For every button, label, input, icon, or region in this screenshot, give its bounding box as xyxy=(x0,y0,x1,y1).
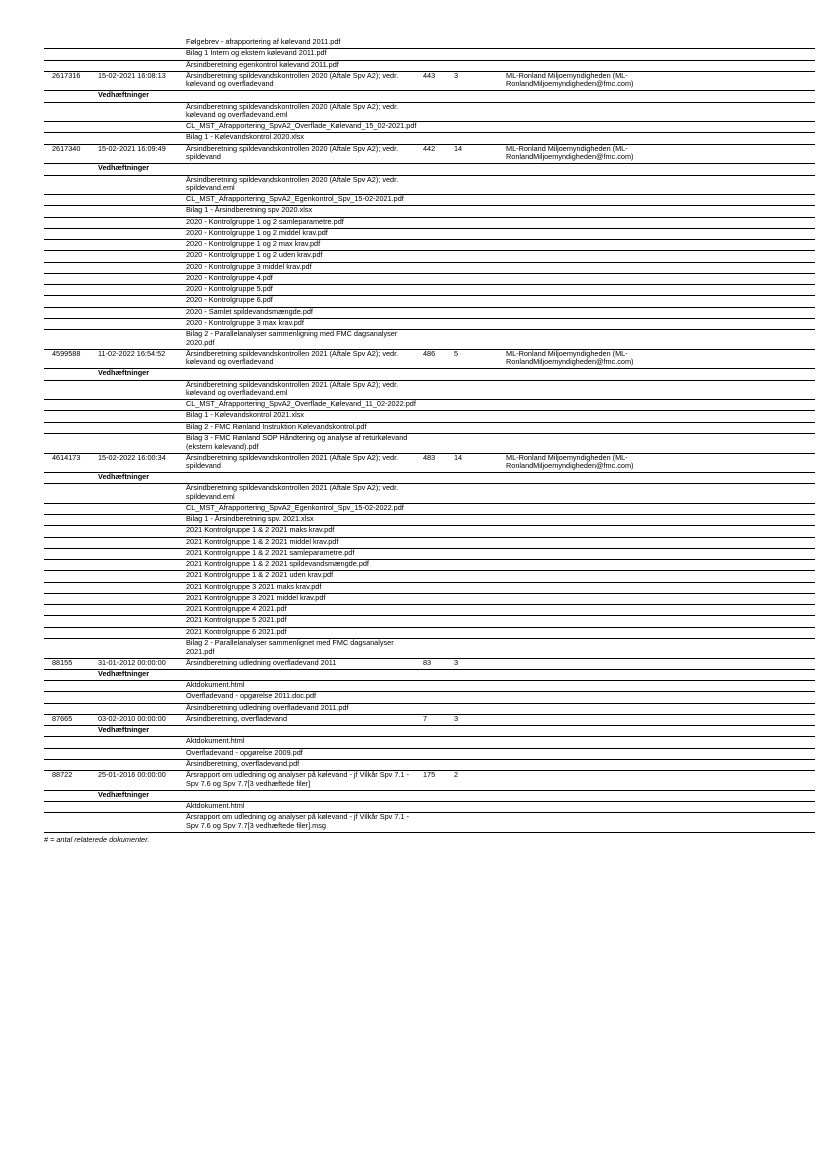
attachment-filename: 2020 - Kontrolgruppe 1 og 2 samleparametre.pdf xyxy=(186,216,344,226)
attachment-filename: 2021 Kontrolgruppe 5 2021.pdf xyxy=(186,615,287,625)
related-count: 14 xyxy=(454,143,463,153)
attachment-filename: 2021 Kontrolgruppe 3 2021 maks krav.pdf xyxy=(186,581,322,591)
record-party: ML-Ronland Miljoemyndigheden (ML-RonlandMiljoemyndigheden@fmc.com) xyxy=(506,143,634,162)
attachment-filename: 2020 - Kontrolgruppe 5.pdf xyxy=(186,284,273,294)
attachment-row xyxy=(44,330,815,350)
record-date: 15-02-2022 16:00:34 xyxy=(98,452,166,462)
record-party: ML-Ronland Miljoemyndigheden (ML-RonlandMiljoemyndigheden@fmc.com) xyxy=(506,70,634,89)
record-title: Årsrapport om udledning og analyser på kølevand - jf Vilkår Spv 7.1 - Spv 7.6 og Spv 7.7[3 vedhæftede filer] xyxy=(186,770,409,788)
attachment-row xyxy=(44,229,815,240)
attachment-filename: Bilag 1 - Kølevandskontrol 2020.xlsx xyxy=(186,132,305,142)
attachment-row xyxy=(44,195,815,206)
attachment-row xyxy=(44,628,815,639)
record-row xyxy=(44,771,815,791)
attachment-filename: CL_MST_Afrapportering_SpvA2_Overflade_Kølevand_15_02-2021.pdf xyxy=(186,121,417,131)
record-title: Årsindberetning spildevandskontrollen 2021 (Aftale Spv A2); vedr. spildevand xyxy=(186,452,399,471)
attachment-filename: 2021 Kontrolgruppe 1 & 2 2021 maks krav.pdf xyxy=(186,525,335,535)
attachment-filename: 2021 Kontrolgruppe 1 & 2 2021 middel krav.pdf xyxy=(186,536,339,546)
record-number: 175 xyxy=(423,770,436,780)
attachment-filename: Aktdokument.html xyxy=(186,800,245,810)
attachment-row xyxy=(44,122,815,133)
record-id: 88722 xyxy=(52,770,73,780)
attachment-row xyxy=(44,681,815,692)
record-title: Årsindberetning, overfladevand xyxy=(186,713,288,723)
record-date: 11-02-2022 16:54:52 xyxy=(98,348,166,358)
attachment-filename: Aktdokument.html xyxy=(186,680,245,690)
attachments-header: Vedhæftninger xyxy=(98,472,150,482)
attachments-header-row xyxy=(44,369,815,380)
attachment-filename: CL_MST_Afrapportering_SpvA2_Egenkontrol_Spv_15-02-2022.pdf xyxy=(186,502,404,512)
attachment-row xyxy=(44,49,815,60)
attachment-row xyxy=(44,583,815,594)
record-date: 25-01-2016 00:00:00 xyxy=(98,770,166,780)
attachment-row xyxy=(44,263,815,274)
record-row xyxy=(44,145,815,165)
attachment-row xyxy=(44,308,815,319)
attachment-filename: 2021 Kontrolgruppe 3 2021 middel krav.pdf xyxy=(186,592,326,602)
related-count: 2 xyxy=(454,770,459,780)
record-id: 2617316 xyxy=(52,70,81,80)
attachment-row xyxy=(44,251,815,262)
attachment-row xyxy=(44,526,815,537)
record-date: 03-02-2010 00:00:00 xyxy=(98,713,166,723)
attachment-row xyxy=(44,571,815,582)
attachment-row xyxy=(44,737,815,748)
attachment-filename: 2021 Kontrolgruppe 1 & 2 2021 spildevandsmængde.pdf xyxy=(186,559,369,569)
record-id: 4599588 xyxy=(52,348,81,358)
related-count: 5 xyxy=(454,348,459,358)
attachments-header-row xyxy=(44,473,815,484)
attachment-row xyxy=(44,176,815,196)
attachment-row xyxy=(44,813,815,833)
attachment-filename: Årsindberetning spildevandskontrollen 2021 (Aftale Spv A2); vedr. kølevand og overfladevand.eml xyxy=(186,379,399,398)
attachment-filename: Årsindberetning spildevandskontrollen 2020 (Aftale Spv A2); vedr. spildevand.eml xyxy=(186,174,399,193)
attachment-filename: 2021 Kontrolgruppe 6 2021.pdf xyxy=(186,626,287,636)
attachment-row xyxy=(44,319,815,330)
record-title: Årsindberetning spildevandskontrollen 2020 (Aftale Spv A2); vedr. spildevand xyxy=(186,143,399,162)
attachment-filename: Årsindberetning spildevandskontrollen 2021 (Aftale Spv A2); vedr. spildevand.eml xyxy=(186,483,399,501)
attachment-row xyxy=(44,400,815,411)
record-title: Årsindberetning spildevandskontrollen 2021 (Aftale Spv A2); vedr. kølevand og overfladevand xyxy=(186,348,399,367)
record-party: ML-Ronland Miljoemyndigheden (ML-RonlandMiljoemyndigheden@fmc.com) xyxy=(506,452,634,471)
attachment-filename: 2020 - Kontrolgruppe 6.pdf xyxy=(186,295,273,305)
attachment-row xyxy=(44,434,815,454)
record-row xyxy=(44,659,815,670)
attachment-filename: Bilag 3 - FMC Rønland SOP Håndtering og analyse af returkølevand (ekstern kølevand).pdf xyxy=(186,432,408,451)
attachments-header: Vedhæftninger xyxy=(98,789,150,799)
attachment-filename: 2020 - Kontrolgruppe 3 max krav.pdf xyxy=(186,317,304,327)
record-number: 483 xyxy=(423,452,436,462)
attachments-header-row xyxy=(44,791,815,802)
attachment-filename: 2020 - Kontrolgruppe 1 og 2 middel krav.pdf xyxy=(186,227,328,237)
attachment-row xyxy=(44,515,815,526)
attachment-row xyxy=(44,423,815,434)
attachments-header: Vedhæftninger xyxy=(98,163,150,173)
attachment-row xyxy=(44,605,815,616)
attachment-filename: Bilag 2 - Parallelanalyser sammenligning med FMC dagsanalyser 2020.pdf xyxy=(186,329,398,347)
record-title: Årsindberetning spildevandskontrollen 2020 (Aftale Spv A2); vedr. kølevand og overfladevand xyxy=(186,70,399,89)
attachments-header-row xyxy=(44,726,815,737)
attachment-row xyxy=(44,133,815,144)
attachment-filename: 2020 - Kontrolgruppe 4.pdf xyxy=(186,272,273,282)
attachment-filename: Årsindberetning, overfladevand.pdf xyxy=(186,758,300,768)
record-row xyxy=(44,350,815,370)
attachments-header-row xyxy=(44,670,815,681)
attachments-header: Vedhæftninger xyxy=(98,668,150,678)
record-date: 15-02-2021 16:09:49 xyxy=(98,143,166,153)
record-row xyxy=(44,72,815,92)
attachment-row xyxy=(44,38,815,49)
attachment-filename: 2021 Kontrolgruppe 1 & 2 2021 uden krav.pdf xyxy=(186,570,334,580)
attachment-filename: Bilag 1 - Årsindberetning spv. 2021.xlsx xyxy=(186,514,314,524)
attachment-filename: 2020 - Kontrolgruppe 1 og 2 uden krav.pdf xyxy=(186,250,323,260)
attachment-filename: Følgebrev - afrapportering af kølevand 2011.pdf xyxy=(186,37,341,46)
attachment-row xyxy=(44,538,815,549)
attachment-filename: Bilag 2 - FMC Rønland Instruktion Kølevandskontrol.pdf xyxy=(186,421,367,431)
attachment-row xyxy=(44,616,815,627)
attachments-header-row xyxy=(44,164,815,175)
attachment-row xyxy=(44,802,815,813)
record-title: Årsindberetning udledning overfladevand 2011 xyxy=(186,657,337,667)
related-count: 3 xyxy=(454,713,459,723)
document-table xyxy=(44,38,815,833)
attachment-filename: Årsindberetning egenkontrol kølevand 2011.pdf xyxy=(186,59,339,69)
related-count: 3 xyxy=(454,70,459,80)
attachment-filename: Overfladevand - opgørelse 2009.pdf xyxy=(186,747,303,757)
attachment-filename: Årsindberetning spildevandskontrollen 2020 (Aftale Spv A2); vedr. kølevand og overfladevand.eml xyxy=(186,101,399,120)
attachment-filename: Aktdokument.html xyxy=(186,736,245,746)
attachment-row xyxy=(44,240,815,251)
attachment-row xyxy=(44,560,815,571)
attachment-row xyxy=(44,103,815,123)
attachment-filename: Bilag 1 - Kølevandskontrol 2021.xlsx xyxy=(186,410,305,420)
record-id: 4614173 xyxy=(52,452,81,462)
record-number: 443 xyxy=(423,70,436,80)
attachment-row xyxy=(44,206,815,217)
attachment-filename: 2020 - Samlet spildevandsmængde.pdf xyxy=(186,306,313,316)
record-id: 2617340 xyxy=(52,143,81,153)
attachment-filename: Årsrapport om udledning og analyser på kølevand - jf Vilkår Spv 7.1 - Spv 7.6 og Spv 7.7[3 vedhæftede filer].msg xyxy=(186,812,409,830)
attachment-row xyxy=(44,411,815,422)
attachment-row xyxy=(44,285,815,296)
attachment-row xyxy=(44,504,815,515)
attachments-header: Vedhæftninger xyxy=(98,90,150,100)
attachment-row xyxy=(44,296,815,307)
record-date: 15-02-2021 16:08:13 xyxy=(98,70,166,80)
attachment-row xyxy=(44,218,815,229)
attachment-row xyxy=(44,749,815,760)
attachment-filename: 2021 Kontrolgruppe 1 & 2 2021 samleparametre.pdf xyxy=(186,547,355,557)
related-count: 3 xyxy=(454,657,459,667)
attachment-row xyxy=(44,692,815,703)
footnote: # = antal relaterede dokumenter. xyxy=(44,835,150,844)
attachments-header: Vedhæftninger xyxy=(98,725,150,735)
attachment-row xyxy=(44,381,815,401)
attachment-row xyxy=(44,639,815,659)
attachment-row xyxy=(44,484,815,504)
attachment-filename: Bilag 1 Intern og ekstern kølevand 2011.pdf xyxy=(186,48,327,58)
attachment-row xyxy=(44,594,815,605)
record-id: 87665 xyxy=(52,713,73,723)
attachment-filename: 2020 - Kontrolgruppe 3 middel krav.pdf xyxy=(186,261,312,271)
attachment-filename: 2021 Kontrolgruppe 4 2021.pdf xyxy=(186,604,287,614)
record-number: 442 xyxy=(423,143,436,153)
record-row xyxy=(44,715,815,726)
record-party: ML-Ronland Miljoemyndigheden (ML-RonlandMiljoemyndigheden@fmc.com) xyxy=(506,348,634,367)
attachment-filename: CL_MST_Afrapportering_SpvA2_Overflade_Kølevand_11_02-2022.pdf xyxy=(186,399,416,409)
record-date: 31-01-2012 00:00:00 xyxy=(98,657,166,667)
attachment-filename: Bilag 2 - Parallelanalyser sammenlignet med FMC dagsanalyser 2021.pdf xyxy=(186,637,394,656)
record-id: 88155 xyxy=(52,657,73,667)
attachment-filename: Overfladevand - opgørelse 2011.doc.pdf xyxy=(186,691,317,701)
related-count: 14 xyxy=(454,452,463,462)
record-number: 83 xyxy=(423,657,432,667)
attachment-filename: Bilag 1 - Årsindberetning spv 2020.xlsx xyxy=(186,205,313,215)
record-number: 486 xyxy=(423,348,436,358)
attachment-filename: 2020 - Kontrolgruppe 1 og 2 max krav.pdf xyxy=(186,239,321,249)
record-row xyxy=(44,454,815,474)
record-number: 7 xyxy=(423,713,428,723)
attachments-header: Vedhæftninger xyxy=(98,368,150,378)
attachment-filename: Årsindberetning udledning overfladevand 2011.pdf xyxy=(186,702,349,712)
attachment-filename: CL_MST_Afrapportering_SpvA2_Egenkontrol_Spv_15-02-2021.pdf xyxy=(186,194,404,204)
attachment-row xyxy=(44,274,815,285)
attachment-row xyxy=(44,549,815,560)
attachments-header-row xyxy=(44,91,815,102)
